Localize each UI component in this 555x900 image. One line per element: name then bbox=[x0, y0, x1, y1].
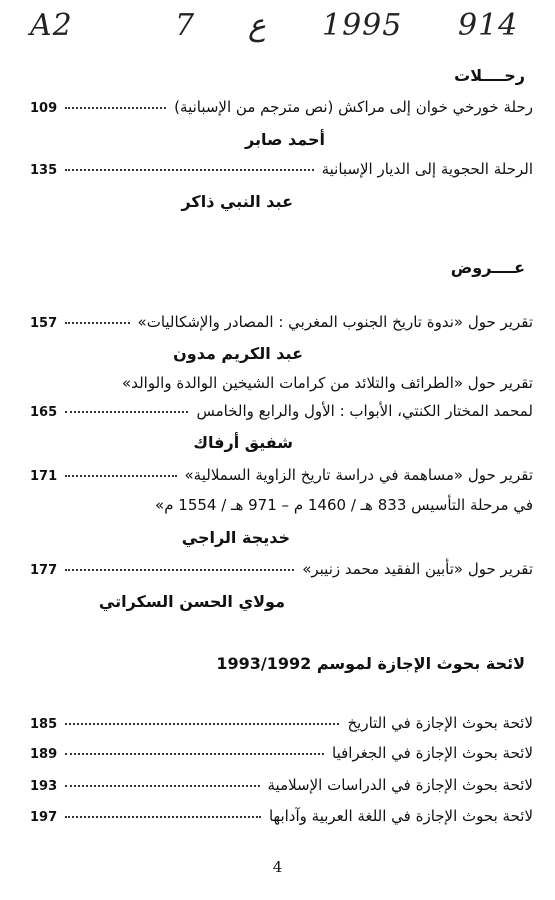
entry-author: أحمد صابر bbox=[245, 130, 325, 149]
section-heading-travels: رحــــلات bbox=[454, 66, 525, 85]
entry-author: شفيق أرفاك bbox=[193, 433, 293, 452]
handwritten-mark: ع bbox=[248, 8, 266, 43]
entry-title-line: في مرحلة التأسيس 833 هـ / 1460 م – 971 هـ / 1554 م» bbox=[155, 496, 533, 514]
entry-title: تقرير حول «مساهمة في دراسة تاريخ الزاوية السملالية» bbox=[184, 466, 533, 484]
entry-title: لائحة بحوث الإجازة في الجغرافيا bbox=[332, 744, 533, 762]
leader-dots bbox=[65, 107, 166, 109]
toc-entry[interactable] bbox=[30, 714, 533, 732]
leader-dots bbox=[65, 475, 176, 477]
toc-entry[interactable] bbox=[30, 744, 533, 762]
entry-title: الرحلة الحجوية إلى الديار الإسبانية bbox=[321, 160, 533, 178]
entry-title: لمحمد المختار الكنتي، الأبواب : الأول والرابع والخامس bbox=[196, 402, 533, 420]
entry-page-number: 197 bbox=[30, 810, 58, 825]
entry-author: مولاي الحسن السكراتي bbox=[98, 592, 285, 611]
toc-entry[interactable] bbox=[30, 98, 533, 116]
entry-author: خديجة الراجي bbox=[181, 528, 290, 547]
entry-page-number: 165 bbox=[30, 405, 58, 420]
entry-page-number: 135 bbox=[30, 163, 58, 178]
toc-entry[interactable] bbox=[30, 160, 533, 178]
section-heading-license: لائحة بحوث الإجازة لموسم 1993/1992 bbox=[216, 654, 525, 673]
entry-title: رحلة خورخي خوان إلى مراكش (نص مترجم من الإسبانية) bbox=[174, 98, 533, 116]
entry-page-number: 109 bbox=[30, 101, 58, 116]
toc-entry[interactable] bbox=[30, 402, 533, 420]
leader-dots bbox=[65, 785, 259, 787]
leader-dots bbox=[65, 816, 261, 818]
entry-page-number: 185 bbox=[30, 717, 58, 732]
entry-page-number: 157 bbox=[30, 316, 58, 331]
entry-page-number: 193 bbox=[30, 779, 58, 794]
handwritten-year: 1995 bbox=[322, 8, 403, 43]
leader-dots bbox=[65, 723, 339, 725]
toc-entry[interactable] bbox=[30, 807, 533, 825]
leader-dots bbox=[65, 569, 294, 571]
handwritten-reference: 914 bbox=[458, 8, 519, 43]
entry-title: لائحة بحوث الإجازة في اللغة العربية وآدابها bbox=[268, 807, 533, 825]
entry-author: عبد الكريم مدون bbox=[173, 344, 303, 363]
page-number: 4 bbox=[272, 858, 283, 876]
toc-entry[interactable] bbox=[30, 313, 533, 331]
toc-entry[interactable] bbox=[30, 776, 533, 794]
entry-page-number: 189 bbox=[30, 747, 58, 762]
toc-entry[interactable] bbox=[30, 560, 533, 578]
leader-dots bbox=[65, 411, 188, 413]
entry-page-number: 177 bbox=[30, 563, 58, 578]
toc-entry[interactable] bbox=[30, 466, 533, 484]
entry-title: لائحة بحوث الإجازة في الدراسات الإسلامية bbox=[267, 776, 533, 794]
entry-author: عبد النبي ذاكر bbox=[181, 192, 293, 211]
entry-title: لائحة بحوث الإجازة في التاريخ bbox=[347, 714, 533, 732]
handwritten-code: A2 bbox=[30, 8, 73, 43]
leader-dots bbox=[65, 753, 324, 755]
handwritten-number: 7 bbox=[175, 8, 196, 43]
entry-page-number: 171 bbox=[30, 469, 58, 484]
entry-title-line: تقرير حول «الطرائف والتلائد من كرامات الشيخين الوالدة والوالد» bbox=[122, 374, 533, 392]
leader-dots bbox=[65, 322, 129, 324]
section-heading-reviews: عــــروض bbox=[450, 258, 525, 277]
entry-title: تقرير حول «تأبين الفقيد محمد زنيبر» bbox=[302, 560, 533, 578]
entry-title: تقرير حول «ندوة تاريخ الجنوب المغربي : المصادر والإشكاليات» bbox=[137, 313, 533, 331]
leader-dots bbox=[65, 169, 313, 171]
